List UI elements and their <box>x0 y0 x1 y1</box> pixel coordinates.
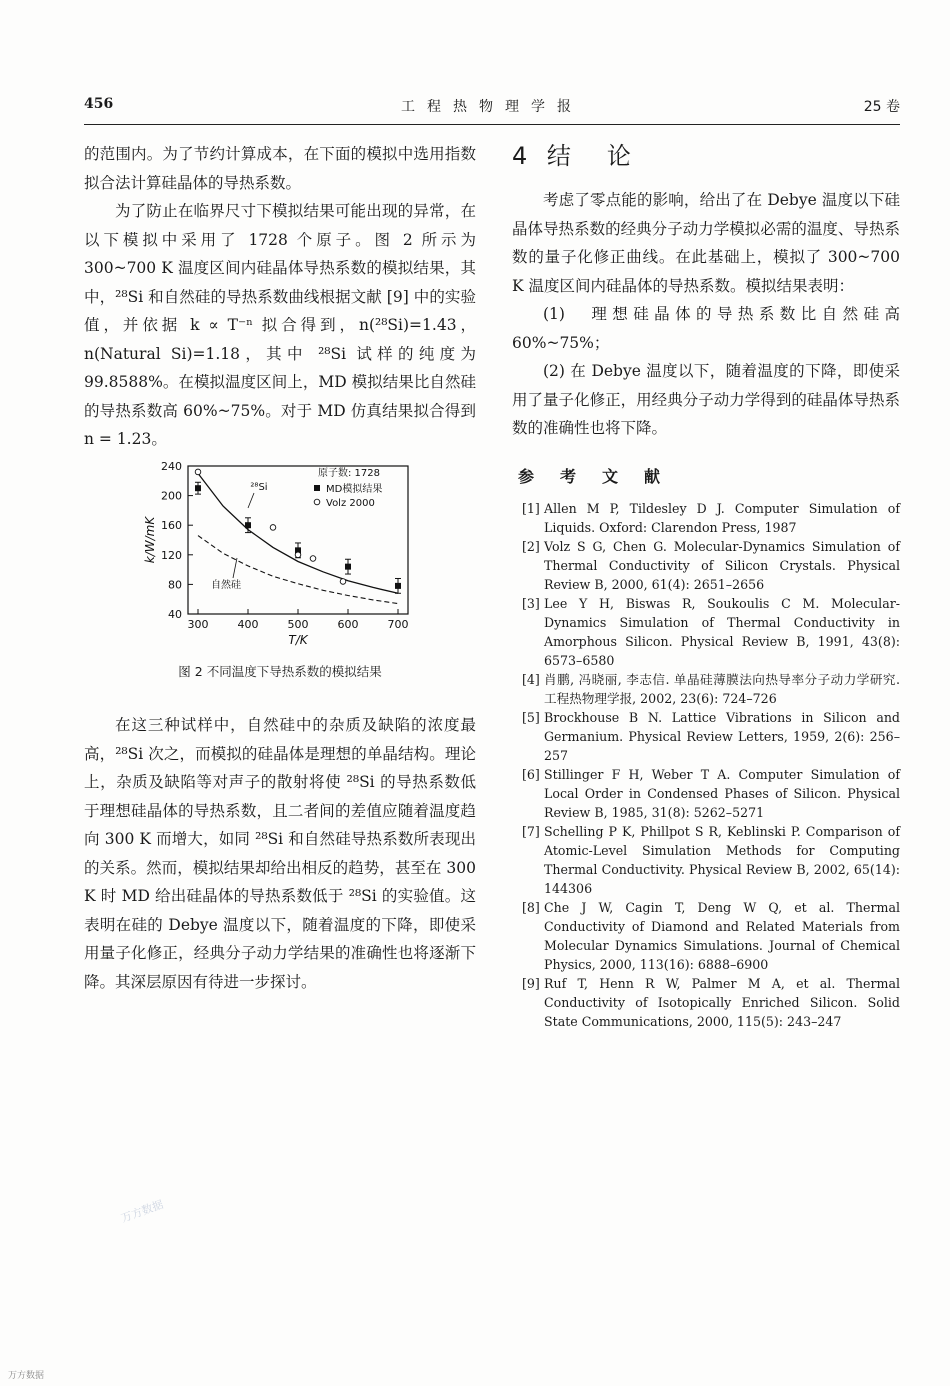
y-tick-label: 240 <box>161 460 182 473</box>
reference-number: [4] <box>522 671 540 687</box>
reference-number: [2] <box>522 538 540 554</box>
legend-md-label: MD模拟结果 <box>326 484 383 495</box>
paragraph: 在这三种试样中，自然硅中的杂质及缺陷的浓度最高，²⁸Si 次之，而模拟的硅晶体是理想的单晶结构。理论上，杂质及缺陷等对声子的散射将使 ²⁸Si 的导热系数低于理想硅晶体的导热系数，且二者间的差值应随着温度趋向 300 K 而增大，如同 ²⁸Si 和自然硅导热系数所表现出的关系。然而，模拟结果却给出相反的趋势，甚至在 300 K 时 MD 给出硅晶体的导热系数低于 ²⁸Si 的实验值。这表明在硅的 Debye 温度以下，随着温度的下降，即使采用量子化修正，经典分子动力学结果的准确性也将逐渐下降。其深层原因有待进一步探讨。 <box>84 716 476 991</box>
figure-caption: 图 2 不同温度下导热系数的模拟结果 <box>178 664 382 679</box>
x-tick-label: 500 <box>287 618 309 631</box>
reference-number: [5] <box>522 709 540 725</box>
reference-item <box>512 499 900 537</box>
header-rule <box>84 124 900 125</box>
legend-volz-marker <box>314 499 320 505</box>
paragraph: 为了防止在临界尺寸下模拟结果可能出现的异常，在以下模拟中采用了 1728 个原子。图 2 所示为 300~700 K 温度区间内硅晶体导热系数的模拟结果，其中，²⁸Si 和自然硅的导热系数曲线根据文献 [9] 中的实验值，并依据 k ∝ T⁻ⁿ 拟合得到，n(²⁸Si)=1.43，n(Natural Si)=1.18，其中 ²⁸Si 试样的纯度为 99.8588%。在模拟温度区间上，MD 模拟结果比自然硅的导热系数高 60%~75%。对于 MD 仿真结果拟合得到 n = 1.23。 <box>84 202 476 448</box>
legend-title: 原子数: 1728 <box>318 468 380 479</box>
references-title: 参考文献 <box>518 466 687 486</box>
reference-text: 肖鹏, 冯晓丽, 李志信. 单晶硅薄膜法向热导率分子动力学研究. 工程热物理学报, 2002, 23(6): 724–726 <box>544 671 900 706</box>
x-tick-label: 300 <box>187 618 209 631</box>
paragraph: (2) 在 Debye 温度以下，随着温度的下降，即使采用了量子化修正，用经典分子动力学得到的硅晶体导热系数的准确性也将下降。 <box>512 362 900 437</box>
x-tick-label: 600 <box>337 618 359 631</box>
volz-point <box>295 552 301 558</box>
reference-text: Schelling P K, Phillpot S R, Keblinski P. Comparison of Atomic-Level Simulation Methods for Computing Thermal Conductivity. Physical Review B, 2002, 65(14): 144306 <box>544 823 900 896</box>
volume-label: 25 卷 <box>863 99 900 115</box>
volz-point <box>310 556 316 562</box>
reference-text: Allen M P, Tildesley D J. Computer Simulation of Liquids. Oxford: Clarendon Press, 1987 <box>544 500 900 535</box>
y-axis-label: k/W/mK <box>143 516 157 564</box>
y-tick-label: 120 <box>161 548 182 562</box>
natural-si-label: 自然硅 <box>211 580 241 591</box>
reference-item <box>512 670 900 708</box>
x-tick-label: 400 <box>237 618 259 631</box>
left-column-bottom <box>84 711 476 996</box>
y-tick-label: 200 <box>161 489 182 503</box>
thermal-conductivity-chart <box>138 452 438 652</box>
reference-item <box>512 898 900 974</box>
x-tick-label: 700 <box>387 618 409 631</box>
reference-item <box>512 822 900 898</box>
md-point <box>345 564 351 570</box>
left-column-top <box>84 140 476 454</box>
volz-point <box>340 579 346 585</box>
reference-number: [8] <box>522 899 540 915</box>
watermark: 万方数据 <box>119 1197 166 1226</box>
paragraph: (1) 理想硅晶体的导热系数比自然硅高 60%~75%； <box>512 305 900 352</box>
md-point <box>245 522 251 528</box>
reference-item <box>512 708 900 765</box>
reference-text: Brockhouse B N. Lattice Vibrations in Silicon and Germanium. Physical Review Letters, 1959, 2(6): 256–257 <box>544 709 900 763</box>
si28-pointer <box>248 493 254 508</box>
reference-list <box>512 499 900 1031</box>
reference-number: [6] <box>522 766 540 782</box>
volz-point <box>195 469 201 475</box>
right-column <box>512 140 900 1031</box>
reference-item <box>512 594 900 670</box>
page-header <box>84 96 900 120</box>
reference-item <box>512 765 900 822</box>
natural-si-pointer <box>233 558 237 578</box>
volz-point <box>270 525 276 531</box>
y-tick-label: 160 <box>161 519 182 533</box>
md-point <box>195 485 201 491</box>
reference-text: Lee Y H, Biswas R, Soukoulis C M. Molecular-Dynamics Simulation of Thermal Conductivity in Amorphous Silicon. Physical Review B, 1991, 43(8): 6573–6580 <box>544 595 900 668</box>
reference-number: [9] <box>522 975 540 991</box>
reference-item <box>512 537 900 594</box>
reference-number: [7] <box>522 823 540 839</box>
legend-md-marker <box>314 485 320 491</box>
si28-label: ²⁸Si <box>250 482 268 493</box>
reference-text: Volz S G, Chen G. Molecular-Dynamics Simulation of Thermal Conductivity of Silicon Crystals. Physical Review B, 2000, 61(4): 2651–2656 <box>544 538 900 592</box>
reference-text: Stillinger F H, Weber T A. Computer Simulation of Local Order in Condensed Phases of Silicon. Physical Review B, 1985, 31(8): 5262–5271 <box>544 766 900 820</box>
reference-number: [3] <box>522 595 540 611</box>
journal-title: 工程热物理学报 <box>401 99 583 115</box>
page-number: 456 <box>84 96 114 112</box>
y-tick-label: 80 <box>168 578 182 592</box>
reference-text: Ruf T, Henn R W, Palmer M A, et al. Thermal Conductivity of Isotopically Enriched Silicon. Solid State Communications, 2000, 115(5): 243–247 <box>544 975 900 1029</box>
reference-number: [1] <box>522 500 540 516</box>
section-title: 4 结 论 <box>512 142 637 170</box>
md-point <box>395 583 401 589</box>
x-axis-label: T/K <box>288 633 308 647</box>
footer-mark: 万方数据 <box>8 1371 45 1381</box>
legend-volz-label: Volz 2000 <box>326 498 375 509</box>
reference-item <box>512 974 900 1031</box>
y-tick-label: 40 <box>168 608 182 621</box>
reference-text: Che J W, Cagin T, Deng W Q, et al. Thermal Conductivity of Diamond and Related Materials from Molecular Dynamics Simulations. Journal of Chemical Physics, 2000, 113(16): 6888–6900 <box>544 899 900 972</box>
paragraph: 的范围内。为了节约计算成本，在下面的模拟中选用指数拟合法计算硅晶体的导热系数。 <box>84 145 476 192</box>
paragraph: 考虑了零点能的影响，给出了在 Debye 温度以下硅晶体导热系数的经典分子动力学模拟必需的温度、导热系数的量子化修正曲线。在此基础上，模拟了 300~700 K 温度区间内硅晶体的导热系数。模拟结果表明： <box>512 191 900 295</box>
